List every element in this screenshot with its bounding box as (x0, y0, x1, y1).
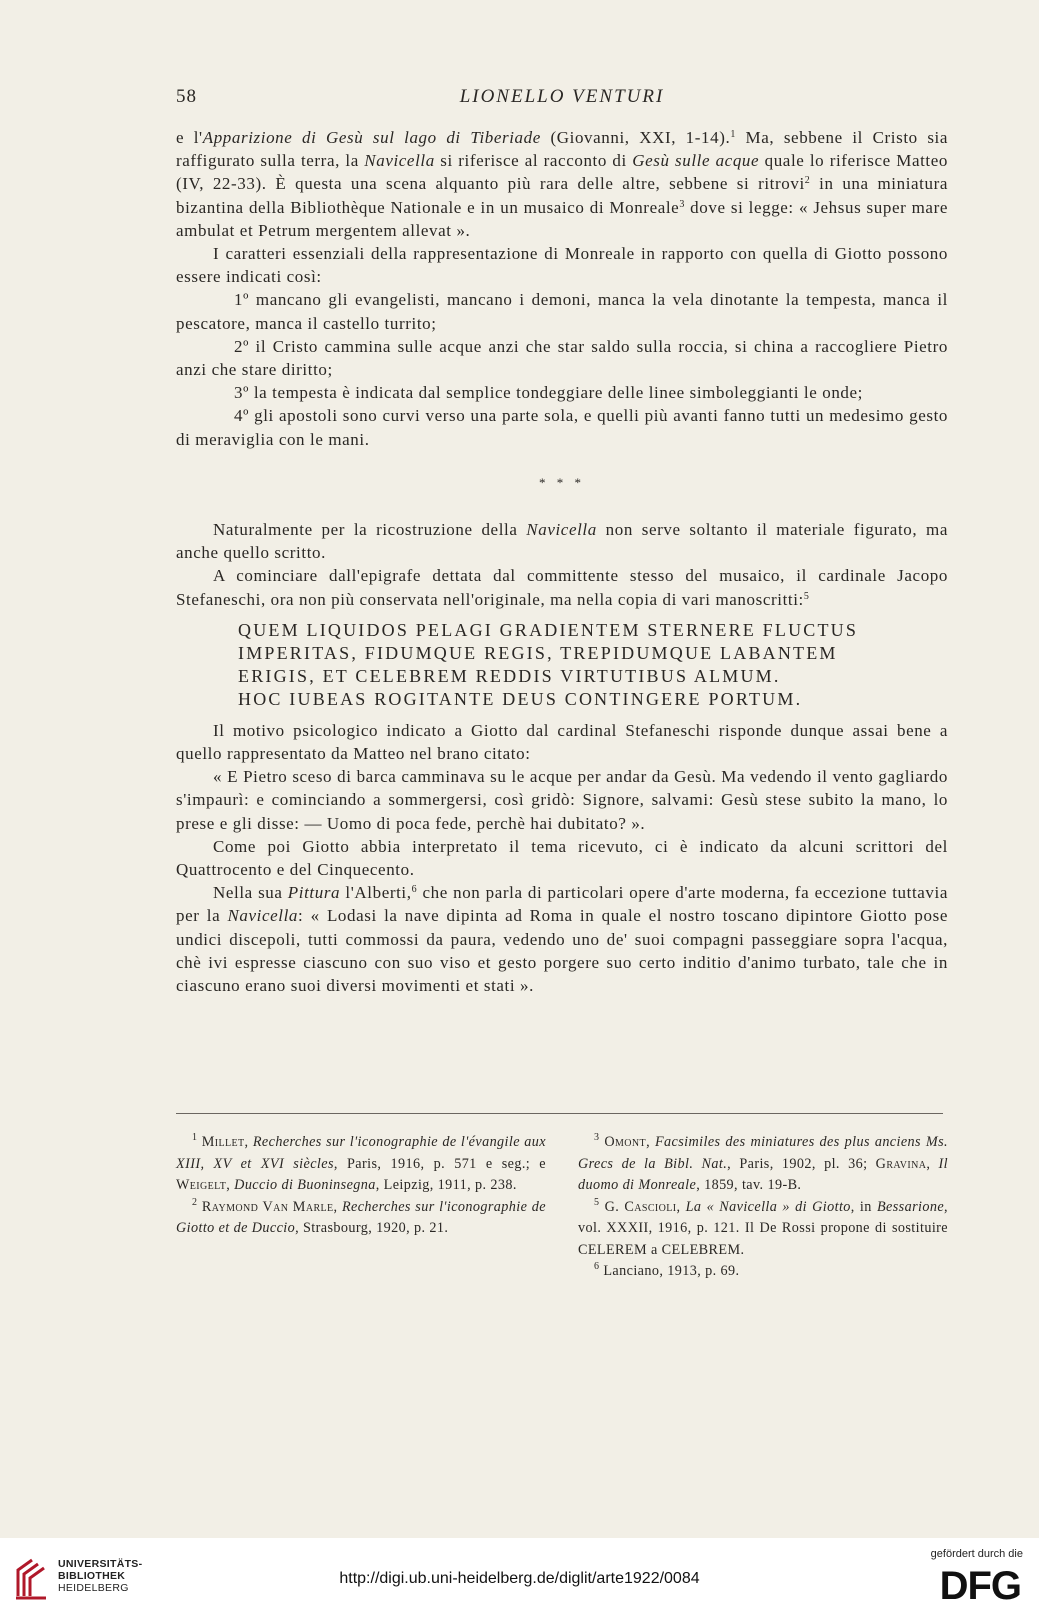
main-text (176, 126, 948, 997)
paragraph: Nella sua Pittura l'Alberti,$^6$ che non parla di particolari opere d'arte moderna, fa eccezione tuttavia per la Navicella: « Lodasi la nave dipinta ad Roma in quale el nostro toscano dipintore Giotto pose undici discepoli, tutti commossi da paura, vedendo uno de' suoi compagni passeggiare sopra l'acqua, chè ivi espresse ciascuno con suo viso et gesto porgere suo certo inditio d'animo turbato, tale che in ciascuno erano suoi diversi movimenti et stati ». (176, 883, 949, 996)
verse-line: HOC IUBEAS ROGITANTE DEUS CONTINGERE PORTUM. (238, 688, 803, 709)
footnotes-left-column (176, 1132, 546, 1240)
footnote: $^6$ Lanciano, 1913, p. 69. (594, 1261, 740, 1279)
paragraph: I caratteri essenziali della rappresentazione di Monreale in rapporto con quella di Giotto possono essere indicati così: (176, 244, 948, 287)
list-item: 1º mancano gli evangelisti, mancano i demoni, manca la vela dinotante la tempesta, manca il pescatore, manca il castello turrito; (176, 290, 948, 333)
footnote: $^1$ Millet, Recherches sur l'iconographie de l'évangile aux XIII, XV et XVI siècles, Paris, 1916, p. 571 e seg.; e Weigelt, Duccio di Buoninsegna, Leipzig, 1911, p. 238. (176, 1132, 546, 1193)
paragraph: Il motivo psicologico indicato a Giotto dal cardinal Stefaneschi risponde dunque assai bene a quello rappresentato da Matteo nel brano citato: (176, 720, 948, 764)
paragraph: A cominciare dall'epigrafe dettata dal committente stesso del musaico, il cardinale Jacopo Stefaneschi, ora non più conservata nell'originale, ma nella copia di vari manoscritti:$^5$ (176, 566, 948, 609)
footnote-ref: 5 (803, 590, 810, 602)
page-header (176, 86, 948, 114)
paragraph: Naturalmente per la ricostruzione della Navicella non serve soltanto il materiale figurato, ma anche quello scritto. (176, 520, 948, 563)
list-item: 3º la tempesta è indicata dal semplice tondeggiare delle linee simboleggianti le onde; (234, 383, 864, 403)
quotation: « E Pietro sceso di barca camminava su le acque per andar da Gesù. Ma vedendo il vento gagliardo s'impaurì: e cominciando a sommergersi, così gridò: Signore, salvami: Gesù stese subito la mano, lo prese e gli disse: — Uomo di poca fede, perchè hai dubitato? ». (176, 767, 948, 833)
verse-line: ERIGIS, ET CELEBREM REDDIS VIRTUTIBUS ALMUM. (238, 665, 781, 686)
dfg-logo: DFG (939, 1564, 1021, 1608)
funding-label: gefördert durch die (930, 1548, 1023, 1560)
viewer-footer (0, 1538, 1039, 1617)
list-item: 4º gli apostoli sono curvi verso una parte sola, e quelli più avanti fanno tutti un medesimo gesto di meraviglia con le mani. (176, 406, 948, 449)
paragraph: e l'Apparizione di Gesù sul lago di Tiberiade (Giovanni, XXI, 1-14).$^1$ Ma, sebbene il Cristo sia raffigurato sulla terra, la Navicella si riferisce al racconto di Gesù sulle acque quale lo riferisce Matteo (IV, 22-33). È questa una scena alquanto più rara delle altre, sebbene si ritrovi$^2$ in una miniatura bizantina della Bibliothèque Nationale e in un musaico di Monreale$^3$ dove si legge: « Jehsus super mare ambulat et Petrum mergentem allevat ». (176, 128, 949, 240)
footnote: $^3$ Omont, Facsimiles des miniatures des plus anciens Ms. Grecs de la Bibl. Nat., Paris, 1902, pl. 36; Gravina, Il duomo di Monreale, 1859, tav. 19-B. (578, 1132, 948, 1193)
footnote-ref: 1 (730, 129, 736, 140)
verse-line: QUEM LIQUIDOS PELAGI GRADIENTEM STERNERE FLUCTUS (238, 619, 859, 640)
permalink-url[interactable]: http://digi.ub.uni-heidelberg.de/diglit/arte1922/0084 (339, 1570, 700, 1587)
footnote-ref: 2 (804, 175, 811, 187)
page-number: 58 (176, 86, 197, 107)
footnote-ref: 3 (679, 198, 685, 210)
paragraph: Come poi Giotto abbia interpretato il tema ricevuto, ci è indicato da alcuni scrittori del Quattrocento e del Cinquecento. (176, 836, 948, 880)
list-item: 2º il Cristo cammina sulle acque anzi che star saldo sulla roccia, si china a raccogliere Pietro anzi che stare diritto; (176, 336, 948, 380)
university-library-name: UNIVERSITÄTS- BIBLIOTHEK HEIDELBERG (58, 1558, 143, 1594)
footnote-ref: 6 (411, 884, 418, 896)
verse-line: IMPERITAS, FIDUMQUE REGIS, TREPIDUMQUE LABANTEM (238, 642, 838, 663)
epigraph-verse (238, 619, 948, 711)
footnote: $^2$ Raymond Van Marle, Recherches sur l'iconographie de Giotto et de Duccio, Strasbourg, 1920, p. 21. (176, 1196, 546, 1236)
running-title: LIONELLO VENTURI (459, 86, 665, 107)
footnote: $^5$ G. Cascioli, La « Navicella » di Giotto, in Bessarione, vol. XXXII, 1916, p. 121. Il De Rossi propone di sostituire CELEREM a CELEBREM. (578, 1196, 948, 1258)
footnote-rule (176, 1113, 943, 1114)
section-separator: * * * (539, 474, 585, 490)
footnotes-right-column (578, 1132, 948, 1283)
